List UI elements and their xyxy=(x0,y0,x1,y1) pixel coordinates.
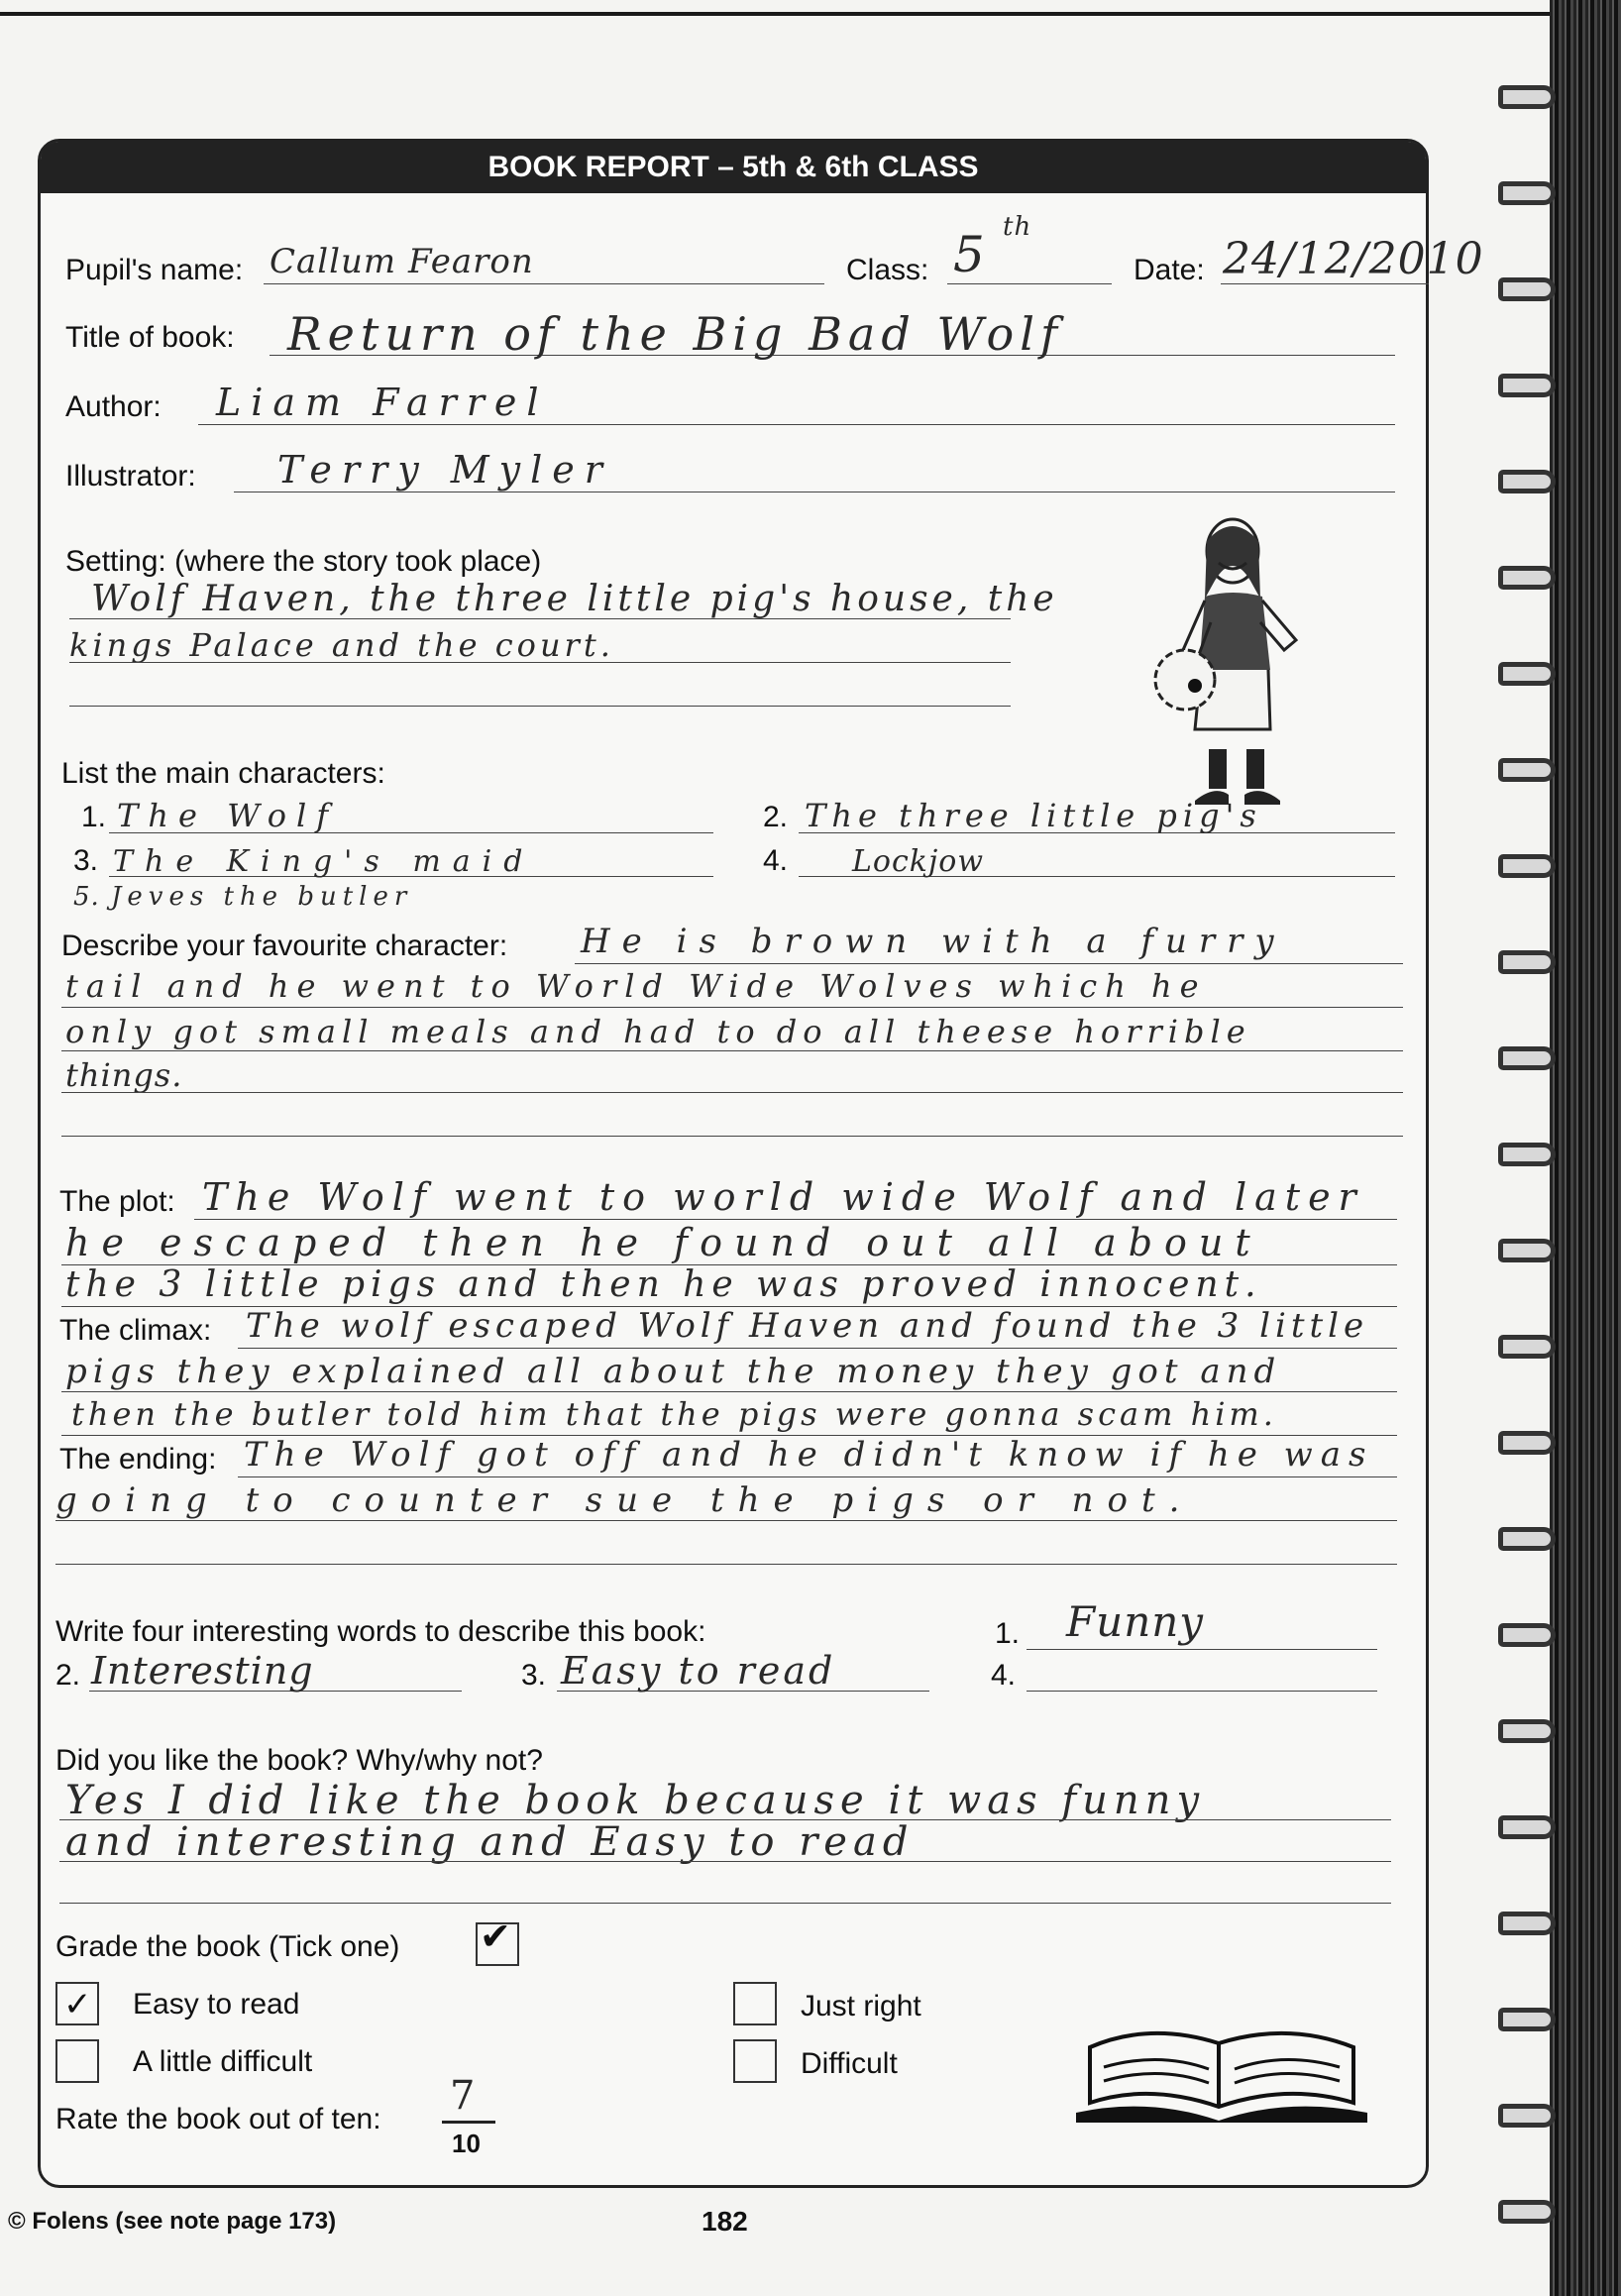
character-2-number: 2. xyxy=(763,801,789,833)
favourite-rule-0 xyxy=(575,963,1403,964)
grade-option-difficult-label: Difficult xyxy=(801,2047,898,2080)
ending-rule-1 xyxy=(55,1520,1397,1521)
spiral-ring xyxy=(1498,662,1556,686)
rating-out-of: 10 xyxy=(452,2129,481,2158)
favourite-character-label: Describe your favourite character: xyxy=(61,929,508,962)
book-title-value[interactable]: Return of the Big Bad Wolf xyxy=(287,307,1063,361)
favourite-line-4[interactable]: things. xyxy=(65,1056,183,1094)
plot-line-2[interactable]: he escaped then he found out all about xyxy=(65,1221,1262,1264)
word-2-number: 2. xyxy=(55,1659,81,1692)
ending-rule-0 xyxy=(238,1476,1397,1477)
girl-with-football-illustration xyxy=(1135,511,1334,819)
spiral-ring xyxy=(1498,1046,1556,1070)
spiral-ring xyxy=(1498,1239,1556,1262)
plot-line-1[interactable]: The Wolf went to world wide Wolf and later xyxy=(202,1175,1364,1219)
climax-label: The climax: xyxy=(59,1314,212,1347)
rating-score[interactable]: 7 xyxy=(450,2073,477,2119)
class-line xyxy=(947,283,1112,284)
book-title-label: Title of book: xyxy=(65,321,235,354)
spiral-ring xyxy=(1498,1815,1556,1839)
setting-rule-1 xyxy=(69,618,1011,619)
character-1-number: 1. xyxy=(81,801,107,833)
ending-rule-2 xyxy=(55,1564,1397,1565)
character-3-number: 3. xyxy=(73,844,99,877)
plot-rule-0 xyxy=(194,1219,1397,1220)
climax-rule-0 xyxy=(238,1348,1397,1349)
grade-option-just-right-checkbox[interactable] xyxy=(733,1982,777,2025)
example-tick-icon: ✔ xyxy=(480,1916,511,1958)
grade-option-little-difficult-checkbox[interactable] xyxy=(55,2039,99,2083)
word-2-value[interactable]: Interesting xyxy=(91,1649,314,1693)
character-5-value[interactable]: Jeves the butler xyxy=(111,882,413,912)
character-2-value[interactable]: The three little pig's xyxy=(805,797,1262,834)
favourite-line-3[interactable]: only got small meals and had to do all theese horrible xyxy=(65,1013,1251,1050)
setting-rule-3 xyxy=(69,706,1011,707)
spiral-ring xyxy=(1498,1431,1556,1455)
like-book-label: Did you like the book? Why/why not? xyxy=(55,1744,543,1777)
grade-option-difficult-checkbox[interactable] xyxy=(733,2039,777,2083)
grade-option-just-right-label: Just right xyxy=(801,1990,921,2023)
spiral-ring xyxy=(1498,1527,1556,1551)
favourite-line-1[interactable]: He is brown with a furry xyxy=(581,922,1286,961)
spiral-ring xyxy=(1498,950,1556,974)
page-top-rule xyxy=(0,12,1570,16)
character-4-number: 4. xyxy=(763,844,789,877)
report-title: BOOK REPORT – 5th & 6th CLASS xyxy=(41,142,1426,193)
author-line xyxy=(198,424,1395,425)
author-label: Author: xyxy=(65,390,162,423)
spiral-ring xyxy=(1498,277,1556,301)
climax-line-3[interactable]: then the butler told him that the pigs were gonna scam him. xyxy=(71,1395,1277,1433)
like-line-1[interactable]: Yes I did like the book because it was funny xyxy=(65,1778,1206,1823)
spiral-ring xyxy=(1498,2008,1556,2031)
character-3-value[interactable]: The King's maid xyxy=(113,844,535,879)
spiral-ring xyxy=(1498,2200,1556,2224)
climax-line-2[interactable]: pigs they explained all about the money they got and xyxy=(65,1352,1282,1391)
class-suffix: th xyxy=(1003,212,1032,242)
word-3-value[interactable]: Easy to read xyxy=(561,1649,836,1693)
like-rule-3 xyxy=(59,1903,1391,1904)
climax-line-1[interactable]: The wolf escaped Wolf Haven and found the 3 little xyxy=(246,1306,1369,1346)
spiral-ring xyxy=(1498,374,1556,397)
open-book-icon xyxy=(1070,2018,1373,2127)
author-value[interactable]: Liam Farrel xyxy=(216,381,549,424)
favourite-rule-2 xyxy=(61,1050,1403,1051)
pupil-name-label: Pupil's name: xyxy=(65,254,244,286)
four-words-label: Write four interesting words to describe this book: xyxy=(55,1615,706,1648)
favourite-rule-1 xyxy=(61,1007,1403,1008)
climax-rule-1 xyxy=(61,1391,1397,1392)
report-sheet xyxy=(38,139,1429,2188)
character-5-number: 5. xyxy=(73,882,100,912)
character-4-value[interactable]: Lockjow xyxy=(852,844,985,879)
word-1-line xyxy=(1027,1649,1377,1650)
date-value[interactable]: 24/12/2010 xyxy=(1223,234,1484,284)
copyright-note: © Folens (see note page 173) xyxy=(8,2208,337,2235)
grade-option-easy-label: Easy to read xyxy=(133,1988,300,2021)
class-label: Class: xyxy=(846,254,929,286)
grade-option-little-difficult-label: A little difficult xyxy=(133,2045,313,2078)
illustrator-label: Illustrator: xyxy=(65,460,196,492)
class-value[interactable]: 5 xyxy=(953,226,986,283)
spiral-ring xyxy=(1498,854,1556,878)
favourite-line-2[interactable]: tail and he went to World Wide Wolves which he xyxy=(65,967,1207,1005)
spiral-ring xyxy=(1498,2104,1556,2128)
grade-label: Grade the book (Tick one) xyxy=(55,1930,400,1963)
spiral-ring xyxy=(1498,566,1556,590)
spiral-ring xyxy=(1498,181,1556,205)
spiral-ring xyxy=(1498,85,1556,109)
pupil-name-value[interactable]: Callum Fearon xyxy=(270,242,534,281)
word-1-value[interactable]: Funny xyxy=(1066,1597,1205,1646)
setting-line-1[interactable]: Wolf Haven, the three little pig's house, the xyxy=(91,579,1058,619)
setting-label: Setting: (where the story took place) xyxy=(65,545,542,578)
favourite-rule-4 xyxy=(61,1136,1403,1137)
ending-line-2[interactable]: going to counter sue the pigs or not. xyxy=(55,1480,1194,1520)
rating-label: Rate the book out of ten: xyxy=(55,2103,381,2135)
character-1-value[interactable]: The Wolf xyxy=(117,797,339,834)
plot-line-3[interactable]: the 3 little pigs and then he was proved innocent. xyxy=(65,1264,1262,1305)
characters-label: List the main characters: xyxy=(61,757,385,790)
plot-label: The plot: xyxy=(59,1185,175,1218)
spiral-ring xyxy=(1498,1143,1556,1166)
illustrator-value[interactable]: Terry Myler xyxy=(277,448,612,492)
word-4-number: 4. xyxy=(991,1659,1017,1692)
favourite-rule-3 xyxy=(61,1092,1403,1093)
spiral-ring xyxy=(1498,758,1556,782)
tick-icon: ✓ xyxy=(63,1985,92,2024)
ending-line-1[interactable]: The Wolf got off and he didn't know if he was xyxy=(244,1435,1374,1475)
pupil-name-line xyxy=(264,283,824,284)
grade-option-easy-checkbox[interactable] xyxy=(55,1982,99,2025)
spiral-ring xyxy=(1498,470,1556,493)
spiral-spine xyxy=(1550,0,1621,2296)
like-rule-2 xyxy=(59,1861,1391,1862)
spiral-ring xyxy=(1498,1719,1556,1743)
spiral-ring xyxy=(1498,1912,1556,1935)
grade-example-box xyxy=(476,1916,519,1966)
word-4-line xyxy=(1027,1691,1377,1692)
like-line-2[interactable]: and interesting and Easy to read xyxy=(65,1819,915,1865)
spiral-ring xyxy=(1498,1623,1556,1647)
setting-line-2[interactable]: kings Palace and the court. xyxy=(69,626,614,664)
spiral-ring xyxy=(1498,1335,1556,1359)
word-1-number: 1. xyxy=(995,1617,1021,1650)
word-3-number: 3. xyxy=(521,1659,547,1692)
ending-label: The ending: xyxy=(59,1443,217,1476)
setting-rule-2 xyxy=(69,662,1011,663)
date-label: Date: xyxy=(1134,254,1205,286)
rating-fraction-bar xyxy=(442,2121,495,2124)
page-number: 182 xyxy=(702,2206,748,2237)
